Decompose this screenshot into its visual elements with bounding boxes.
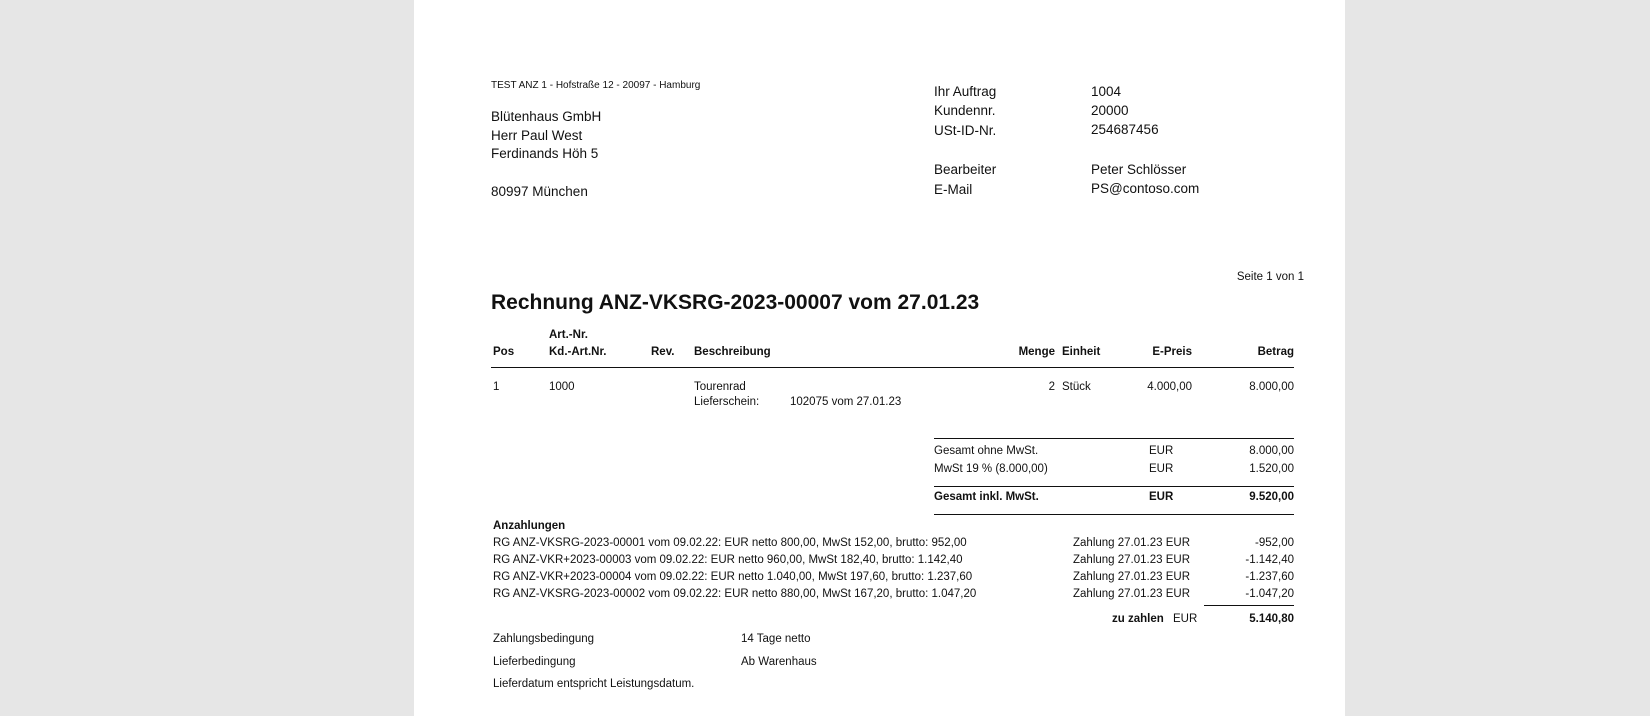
header-quantity: Menge bbox=[1018, 346, 1055, 358]
payment-amount: -1.237,60 bbox=[1245, 571, 1294, 583]
due-value: 5.140,80 bbox=[1249, 613, 1294, 625]
row-pos: 1 bbox=[493, 381, 500, 393]
payment-amount: -952,00 bbox=[1254, 537, 1294, 549]
totals-mid-rule bbox=[934, 486, 1294, 487]
customer-value: 20000 bbox=[1091, 103, 1129, 118]
order-value: 1004 bbox=[1091, 84, 1122, 99]
vat-total-currency: EUR bbox=[1149, 463, 1174, 475]
recipient-contact: Herr Paul West bbox=[491, 128, 583, 143]
header-art-nr: Art.-Nr. bbox=[549, 329, 588, 341]
delivery-terms-value: Ab Warenhaus bbox=[741, 656, 817, 668]
gross-total-currency: EUR bbox=[1149, 491, 1174, 503]
delivery-terms-label: Lieferbedingung bbox=[493, 656, 576, 668]
payment-status: Zahlung 27.01.23 EUR bbox=[1073, 537, 1190, 549]
header-rev: Rev. bbox=[651, 346, 675, 358]
header-amount: Betrag bbox=[1257, 346, 1294, 358]
order-label: Ihr Auftrag bbox=[934, 84, 997, 99]
payment-desc: RG ANZ-VKSRG-2023-00001 vom 09.02.22: EUR netto 800,00, MwSt 152,00, brutto: 952,00 bbox=[493, 537, 967, 549]
net-total-value: 8.000,00 bbox=[1249, 445, 1294, 457]
row-quantity: 2 bbox=[1048, 381, 1055, 393]
header-unit-price: E-Preis bbox=[1152, 346, 1192, 358]
row-art-nr: 1000 bbox=[549, 381, 575, 393]
payment-terms-value: 14 Tage netto bbox=[741, 633, 811, 645]
page-number: Seite 1 von 1 bbox=[1236, 271, 1304, 283]
net-total-label: Gesamt ohne MwSt. bbox=[934, 445, 1039, 457]
totals-top-rule bbox=[934, 438, 1294, 439]
payment-desc: RG ANZ-VKSRG-2023-00002 vom 09.02.22: EUR netto 880,00, MwSt 167,20, brutto: 1.047,20 bbox=[493, 588, 977, 600]
payment-status: Zahlung 27.01.23 EUR bbox=[1073, 554, 1190, 566]
sender-line: TEST ANZ 1 - Hofstraße 12 - 20097 - Hamburg bbox=[491, 80, 701, 91]
header-pos: Pos bbox=[493, 346, 515, 358]
vat-id-label: USt-ID-Nr. bbox=[934, 123, 997, 138]
invoice-page bbox=[414, 0, 1345, 716]
delivery-note: Lieferdatum entspricht Leistungsdatum. bbox=[493, 678, 695, 690]
due-label: zu zahlen bbox=[1112, 613, 1164, 625]
payments-heading: Anzahlungen bbox=[493, 520, 566, 532]
recipient-company: Blütenhaus GmbH bbox=[491, 109, 602, 124]
row-delivery-label: Lieferschein: bbox=[694, 396, 760, 408]
payment-status: Zahlung 27.01.23 EUR bbox=[1073, 571, 1190, 583]
header-unit: Einheit bbox=[1062, 346, 1101, 358]
payment-status: Zahlung 27.01.23 EUR bbox=[1073, 588, 1190, 600]
vat-id-value: 254687456 bbox=[1091, 122, 1159, 137]
payment-amount: -1.047,20 bbox=[1245, 588, 1294, 600]
email-label: E-Mail bbox=[934, 182, 973, 197]
invoice-title: Rechnung ANZ-VKSRG-2023-00007 vom 27.01.23 bbox=[491, 291, 980, 314]
email-value: PS@contoso.com bbox=[1091, 181, 1200, 196]
net-total-currency: EUR bbox=[1149, 445, 1174, 457]
row-delivery-value: 102075 vom 27.01.23 bbox=[790, 396, 902, 408]
header-rule bbox=[491, 367, 1294, 368]
header-description: Beschreibung bbox=[694, 346, 771, 358]
vat-total-value: 1.520,00 bbox=[1249, 463, 1294, 475]
row-unit: Stück bbox=[1062, 381, 1091, 393]
handler-value: Peter Schlösser bbox=[1091, 162, 1187, 177]
payment-terms-label: Zahlungsbedingung bbox=[493, 633, 595, 645]
payment-desc: RG ANZ-VKR+2023-00004 vom 09.02.22: EUR netto 1.040,00, MwSt 197,60, brutto: 1.237,60 bbox=[493, 571, 973, 583]
recipient-city: 80997 München bbox=[491, 184, 588, 199]
totals-bottom-rule bbox=[934, 514, 1294, 515]
gross-total-label: Gesamt inkl. MwSt. bbox=[934, 491, 1039, 503]
row-unit-price: 4.000,00 bbox=[1147, 381, 1192, 393]
handler-label: Bearbeiter bbox=[934, 162, 997, 177]
customer-label: Kundennr. bbox=[934, 103, 996, 118]
payment-desc: RG ANZ-VKR+2023-00003 vom 09.02.22: EUR netto 960,00, MwSt 182,40, brutto: 1.142,40 bbox=[493, 554, 963, 566]
due-rule bbox=[1204, 605, 1294, 606]
row-amount: 8.000,00 bbox=[1249, 381, 1294, 393]
row-description: Tourenrad bbox=[694, 381, 746, 393]
due-currency: EUR bbox=[1173, 613, 1198, 625]
header-kd-art-nr: Kd.-Art.Nr. bbox=[549, 346, 607, 358]
vat-total-label: MwSt 19 % (8.000,00) bbox=[934, 463, 1048, 475]
recipient-street: Ferdinands Höh 5 bbox=[491, 146, 599, 161]
payment-amount: -1.142,40 bbox=[1245, 554, 1294, 566]
gross-total-value: 9.520,00 bbox=[1249, 491, 1294, 503]
